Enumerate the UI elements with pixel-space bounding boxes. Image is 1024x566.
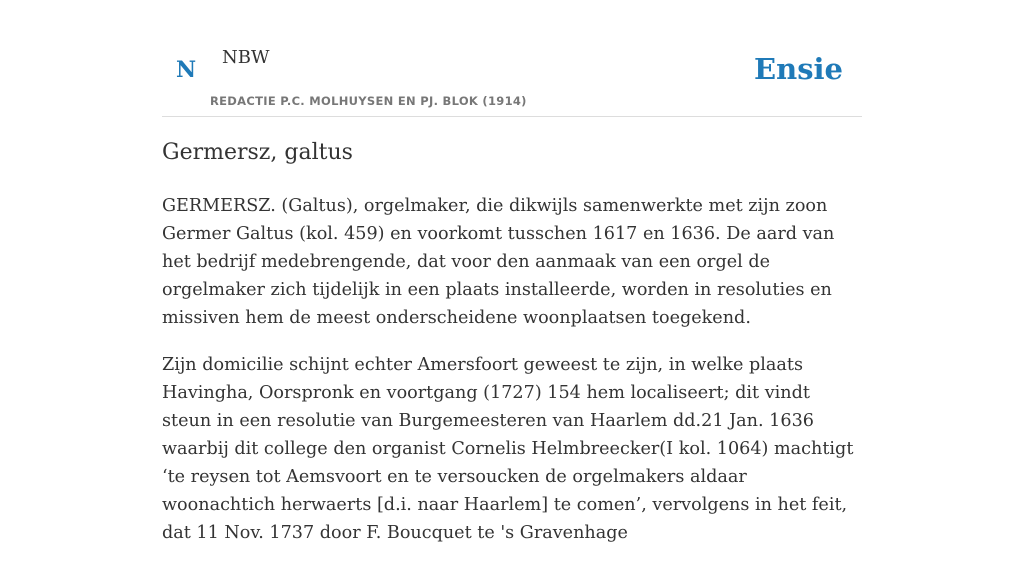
- article-body: [162, 192, 862, 566]
- source-title[interactable]: NBW: [222, 47, 270, 68]
- article-paragraph: GERMERSZ. (Galtus), orgelmaker, die dikwijls samenwerkte met zijn zoon Germer Galtus (kol. 459) en voorkomt tusschen 1617 en 1636. De aard van het bedrijf medebrengende, dat voor den aanmaak van een orgel de orgelmaker zich tijdelijk in een plaats installeerde, worden in resoluties en missiven hem de meest onderscheidene woonplaatsen toegekend.: [162, 196, 835, 328]
- article-paragraph: Zijn domicilie schijnt echter Amersfoort geweest te zijn, in welke plaats Havingha, Oorspronk en voortgang (1727) 154 hem localiseert; dit vindt steun in een resolutie van Burgemeesteren van Haarlem dd.21 Jan. 1636 waarbij dit college den organist Cornelis Helmbreecker(I kol. 1064) machtigt ‘te reysen tot Aemsvoort en te versoucken de orgelmakers aldaar woonachtich herwaerts [d.i. naar Haarlem] te comen’, vervolgens in het feit, dat 11 Nov. 1737 door F. Boucquet te 's Gravenhage: [162, 355, 854, 543]
- page-title: Germersz, galtus: [162, 140, 353, 165]
- source-logo-icon[interactable]: N: [176, 57, 197, 83]
- site-header: [162, 0, 862, 117]
- brand-logo[interactable]: Ensie: [754, 52, 843, 86]
- source-subtitle: REDACTIE P.C. MOLHUYSEN EN PJ. BLOK (1914): [210, 94, 527, 108]
